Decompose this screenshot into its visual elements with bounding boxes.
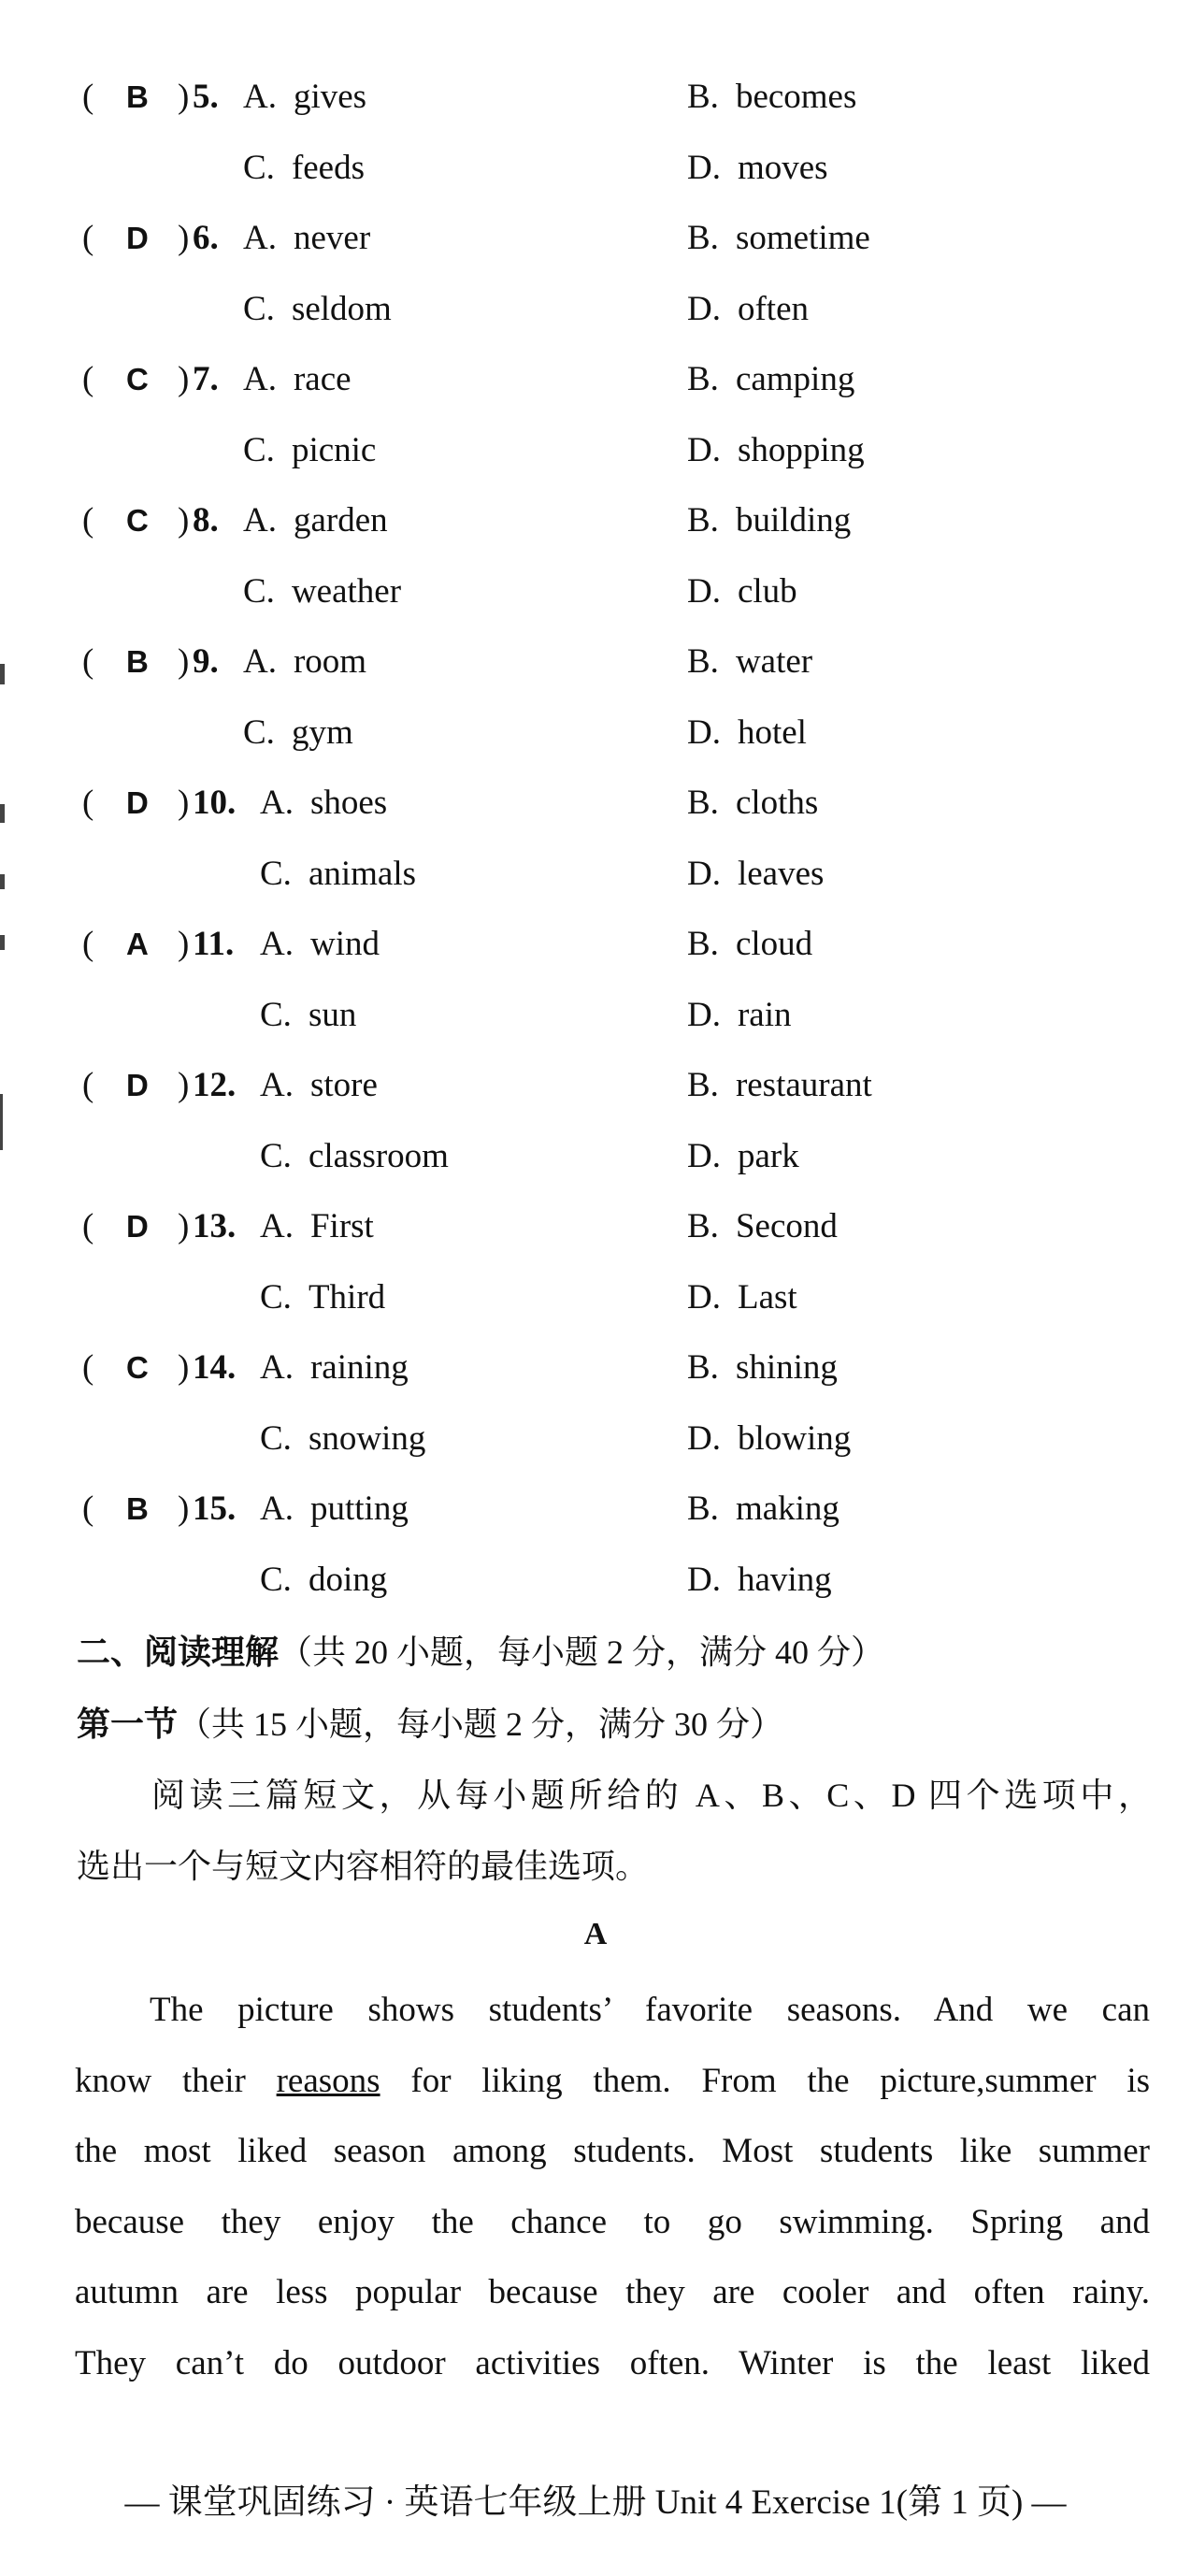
- answer-bracket-close: ): [178, 925, 190, 963]
- option-c: C. sun: [260, 995, 357, 1034]
- answer-bracket-open: (: [82, 78, 94, 116]
- question-row: [0, 1206, 1191, 1277]
- question-row: [0, 1489, 1191, 1560]
- answer-bracket-close: ): [178, 78, 190, 116]
- option-b: B. making: [687, 1489, 839, 1528]
- answer-letter: D: [126, 1068, 149, 1102]
- question-row-continued: [0, 430, 1191, 501]
- option-d: D. leaves: [687, 854, 825, 893]
- option-c: C. animals: [260, 854, 417, 893]
- answer-bracket-open: (: [82, 1489, 94, 1528]
- question-number: 13.: [193, 1207, 237, 1245]
- question-row-continued: [0, 995, 1191, 1066]
- passage-line: because they enjoy the chance to go swimming. Spring and: [75, 2202, 1150, 2241]
- option-c: C. picnic: [243, 430, 377, 469]
- page-footer: — 课堂巩固练习 · 英语七年级上册 Unit 4 Exercise 1(第 1 页) —: [124, 2483, 1067, 2522]
- question-number: 10.: [193, 784, 237, 822]
- passage-title: A: [583, 1917, 608, 1951]
- answer-letter: D: [126, 221, 149, 255]
- answer-letter: C: [126, 503, 149, 538]
- section-title: 二、阅读理解: [77, 1633, 280, 1671]
- question-number: 14.: [193, 1348, 237, 1387]
- instruction-line: 选出一个与短文内容相符的最佳选项。: [77, 1848, 650, 1885]
- answer-letter: B: [126, 1491, 149, 1526]
- option-c: C. snowing: [260, 1418, 426, 1458]
- answer-bracket-open: (: [82, 1066, 94, 1104]
- underlined-word: reasons: [276, 2061, 380, 2100]
- answer-letter: B: [126, 79, 149, 114]
- option-a: A. never: [243, 219, 371, 257]
- answer-bracket-open: (: [82, 642, 94, 681]
- answer-bracket-close: ): [178, 1489, 190, 1528]
- question-row-continued: [0, 1277, 1191, 1348]
- question-number: 7.: [193, 360, 219, 398]
- question-row: [0, 77, 1191, 148]
- answer-bracket-open: (: [82, 501, 94, 540]
- option-b: B. shining: [687, 1348, 838, 1387]
- question-number: 8.: [193, 501, 219, 540]
- answer-bracket-close: ): [178, 219, 190, 257]
- question-row-continued: [0, 289, 1191, 360]
- passage-line: autumn are less popular because they are cooler and often rainy.: [75, 2273, 1150, 2311]
- question-row-continued: [0, 1136, 1191, 1207]
- part-title: 第一节: [77, 1705, 179, 1743]
- option-b: B. restaurant: [687, 1066, 872, 1104]
- option-d: D. park: [687, 1136, 799, 1175]
- question-row-continued: [0, 1560, 1191, 1631]
- question-row: [0, 359, 1191, 430]
- option-b: B. building: [687, 501, 852, 540]
- answer-bracket-close: ): [178, 642, 190, 681]
- option-d: D. rain: [687, 995, 792, 1034]
- answer-letter: B: [126, 644, 149, 679]
- question-row-continued: [0, 148, 1191, 219]
- passage-line: know their reasons for liking them. From the picture,summer is: [75, 2061, 1151, 2100]
- answer-bracket-open: (: [82, 784, 94, 822]
- option-a: A. shoes: [260, 784, 388, 822]
- option-a: A. room: [243, 642, 367, 681]
- option-c: C. gym: [243, 712, 353, 752]
- question-number: 5.: [193, 78, 219, 116]
- question-list: [0, 77, 1191, 1630]
- question-number: 11.: [193, 925, 235, 963]
- question-row: [0, 1347, 1191, 1418]
- passage-line: The picture shows students’ favorite seasons. And we can: [150, 1991, 1150, 2029]
- option-d: D. moves: [687, 148, 828, 187]
- answer-bracket-close: ): [178, 784, 190, 822]
- question-row-continued: [0, 571, 1191, 642]
- option-b: B. becomes: [687, 78, 857, 116]
- question-number: 12.: [193, 1066, 237, 1104]
- question-row: [0, 500, 1191, 571]
- option-a: A. First: [260, 1207, 374, 1245]
- option-b: B. cloud: [687, 925, 813, 963]
- option-a: A. putting: [260, 1489, 409, 1528]
- answer-letter: D: [126, 785, 149, 820]
- answer-bracket-close: ): [178, 1207, 190, 1245]
- instruction-text: [77, 1775, 1152, 1887]
- option-d: D. often: [687, 289, 810, 328]
- instruction-line: 阅读三篇短文，从每小题所给的 A、B、C、D 四个选项中，: [151, 1777, 1152, 1814]
- option-b: B. Second: [687, 1207, 838, 1245]
- option-a: A. garden: [243, 501, 388, 540]
- option-c: C. feeds: [243, 148, 366, 187]
- question-number: 15.: [193, 1489, 237, 1528]
- answer-bracket-close: ): [178, 501, 190, 540]
- question-number: 9.: [193, 642, 219, 681]
- answer-bracket-open: (: [82, 219, 94, 257]
- option-d: D. blowing: [687, 1418, 852, 1458]
- question-row: [0, 783, 1191, 854]
- option-c: C. doing: [260, 1560, 388, 1599]
- answer-letter: A: [126, 927, 149, 961]
- option-c: C. Third: [260, 1277, 386, 1317]
- question-row-continued: [0, 854, 1191, 925]
- option-a: A. raining: [260, 1348, 409, 1387]
- part-detail: （共 15 小题，每小题 2 分，满分 30 分）: [178, 1705, 784, 1743]
- option-a: A. gives: [243, 78, 367, 116]
- option-b: B. sometime: [687, 219, 870, 257]
- option-a: A. race: [243, 360, 352, 398]
- answer-letter: C: [126, 362, 149, 396]
- option-c: C. weather: [243, 571, 402, 611]
- passage-line: the most liked season among students. Most students like summer: [75, 2132, 1150, 2170]
- answer-letter: C: [126, 1350, 149, 1385]
- answer-bracket-close: ): [178, 1348, 190, 1387]
- answer-bracket-close: ): [178, 1066, 190, 1104]
- option-d: D. club: [687, 571, 797, 611]
- question-row-continued: [0, 712, 1191, 784]
- option-d: D. hotel: [687, 712, 807, 752]
- option-a: A. wind: [260, 925, 380, 963]
- answer-bracket-open: (: [82, 925, 94, 963]
- option-d: D. Last: [687, 1277, 797, 1317]
- section-detail: （共 20 小题，每小题 2 分，满分 40 分）: [279, 1633, 885, 1671]
- question-row: [0, 641, 1191, 712]
- answer-letter: D: [126, 1209, 149, 1244]
- answer-bracket-open: (: [82, 1207, 94, 1245]
- option-b: B. water: [687, 642, 813, 681]
- passage-body: [75, 1975, 1150, 2398]
- option-c: C. classroom: [260, 1136, 449, 1175]
- question-row: [0, 218, 1191, 289]
- option-b: B. cloths: [687, 784, 819, 822]
- answer-bracket-open: (: [82, 360, 94, 398]
- answer-bracket-open: (: [82, 1348, 94, 1387]
- option-d: D. having: [687, 1560, 832, 1599]
- question-row-continued: [0, 1418, 1191, 1489]
- option-d: D. shopping: [687, 430, 865, 469]
- part-heading: [77, 1704, 783, 1745]
- question-row: [0, 924, 1191, 995]
- section-heading-reading: [77, 1632, 884, 1673]
- answer-bracket-close: ): [178, 360, 190, 398]
- option-c: C. seldom: [243, 289, 392, 328]
- passage-line: They can’t do outdoor activities often. Winter is the least liked: [75, 2343, 1150, 2382]
- question-number: 6.: [193, 219, 219, 257]
- option-a: A. store: [260, 1066, 378, 1104]
- question-row: [0, 1065, 1191, 1136]
- option-b: B. camping: [687, 360, 855, 398]
